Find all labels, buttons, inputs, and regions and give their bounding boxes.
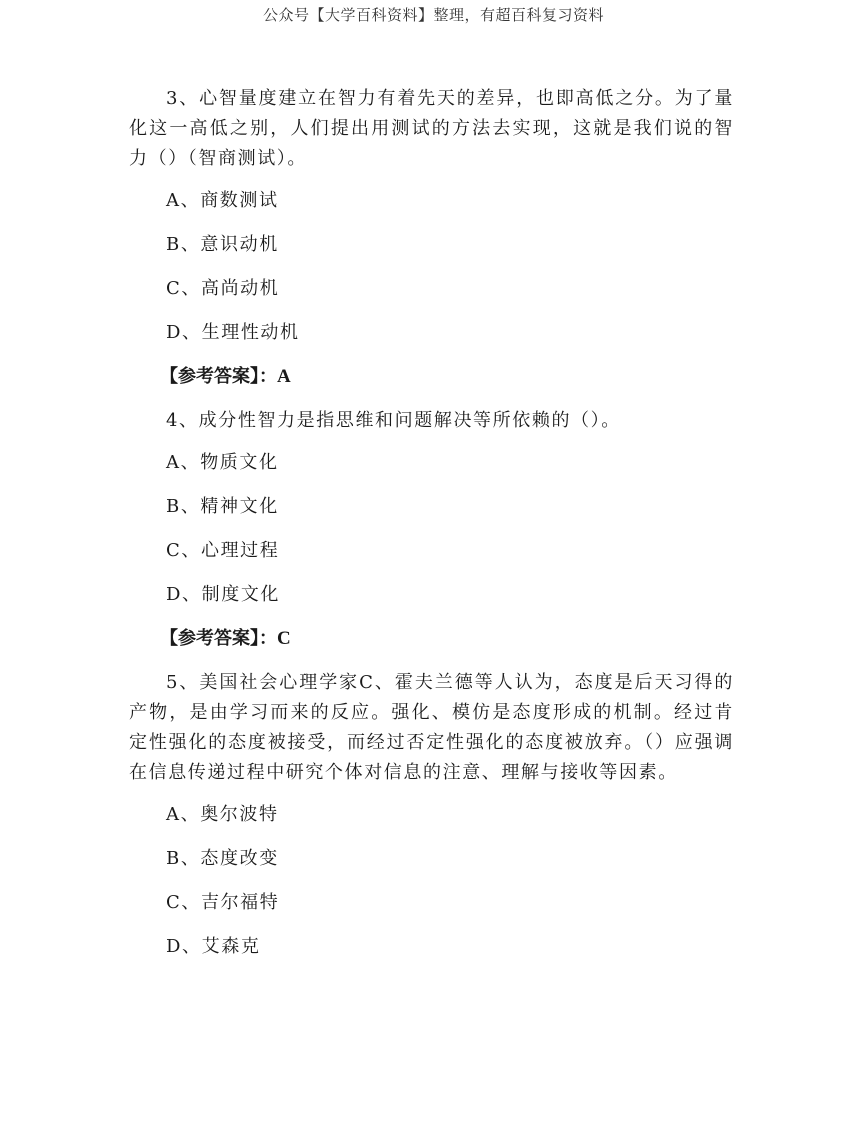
question-block [129,668,734,962]
question-stem: 3、心智量度建立在智力有着先天的差异，也即高低之分。为了量化这一高低之别，人们提出用测试的方法去实现，这就是我们说的智力（）（智商测试）。 [129,88,734,169]
question-block [129,84,734,392]
answer-label: 【参考答案】： [160,366,277,387]
option-b: B、意识动机 [166,234,279,255]
option-c: C、心理过程 [166,540,280,561]
question-stem: 4、成分性智力是指思维和问题解决等所依赖的（）。 [166,410,621,431]
option-d: D、制度文化 [166,584,281,605]
answer-line [129,362,734,392]
option-a: A、奥尔波特 [166,804,279,825]
question-stem: 5、美国社会心理学家C、霍夫兰德等人认为，态度是后天习得的产物，是由学习而来的反应。强化、模仿是态度形成的机制。经过肯定性强化的态度被接受，而经过否定性强化的态度被放弃。（）应强调在信息传递过程中研究个体对信息的注意、理解与接收等因素。 [129,672,734,783]
option-c: C、高尚动机 [166,278,280,299]
document-body [129,84,734,976]
option-d: D、艾森克 [166,936,261,957]
option-b: B、精神文化 [166,496,279,517]
answer-value: A [277,366,291,387]
option-a: A、商数测试 [166,190,279,211]
question-block [129,406,734,654]
option-b: B、态度改变 [166,848,279,869]
option-a: A、物质文化 [166,452,279,473]
option-c: C、吉尔福特 [166,892,280,913]
option-d: D、生理性动机 [166,322,300,343]
page-header: 公众号【大学百科资料】整理，有超百科复习资料 [262,6,604,24]
answer-line [129,624,734,654]
answer-value: C [277,628,291,649]
answer-label: 【参考答案】： [160,628,277,649]
